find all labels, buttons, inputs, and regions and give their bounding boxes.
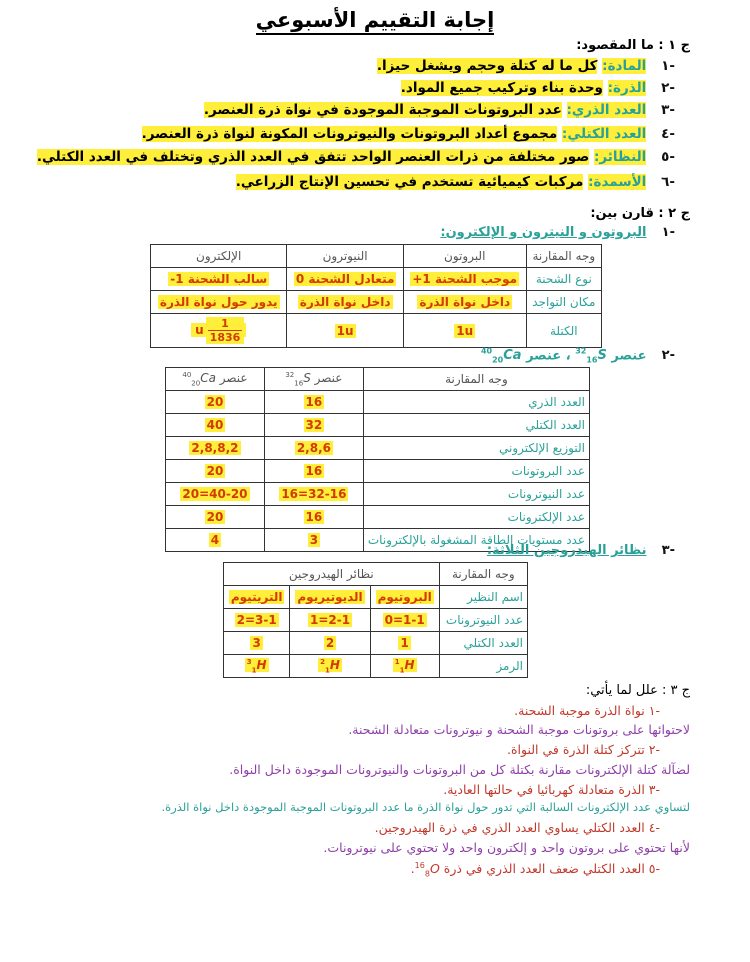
table-cell: عدد البروتونات: [363, 460, 589, 483]
q1-heading: ج ١ : ما المقصود:: [576, 38, 690, 53]
table-cell: 20: [166, 460, 265, 483]
definition-item: -٣ العدد الذري: عدد البروتونات الموجبة الموجودة في نواة ذرة العنصر.: [203, 102, 675, 118]
table-cell: 20: [166, 506, 265, 529]
reason-answer: لضآلة كتلة الإلكترونات مقارنة بكتلة كل من البروتونات والنيوترونات الموجودة داخل النواة.: [229, 762, 690, 777]
table-row: [166, 414, 590, 437]
table-header: عنصر $^{32}_{16}$S: [264, 368, 363, 391]
reason-answer: لاحتوائها على بروتونات موجبة الشحنة و نيوترونات متعادلة الشحنة.: [348, 722, 690, 737]
reason-question: -٢ تتركز كتلة الذرة في النواة.: [507, 742, 660, 757]
table-cell: نوع الشحنة: [526, 268, 601, 291]
table-cell: 1u: [403, 314, 526, 348]
table-cell: العدد الذري: [363, 391, 589, 414]
table-cell: 1: [370, 632, 439, 655]
definition-item: -٥ النظائر: صور مختلفة من ذرات العنصر الواحد تتفق في العدد الذري وتختلف في العدد الكتلي.: [36, 149, 675, 165]
table-header: وجه المقارنة: [363, 368, 589, 391]
table-row: [224, 655, 528, 678]
table-cell: 20: [166, 391, 265, 414]
table-cell: $^2_1$H: [290, 655, 370, 678]
reason-question: -٣ الذرة متعادلة كهربائيا في حالتها العادية.: [443, 782, 660, 797]
definition-item: -٦ الأسمدة: مركبات كيميائية تستخدم في تحسين الإنتاج الزراعي.: [235, 174, 675, 190]
definition-item: -٤ العدد الكتلي: مجموع أعداد البروتونات والنيوترونات المكونة لنواة ذرة العنصر.: [141, 126, 675, 142]
table-header: وجه المقارنة: [439, 563, 527, 586]
reason-question: -٤ العدد الكتلي يساوي العدد الذري في ذرة الهيدروجين.: [374, 820, 660, 835]
table-row: [224, 586, 528, 609]
table-cell: 2: [290, 632, 370, 655]
table-particles: [150, 244, 602, 348]
definition-item: -٢ الذرة: وحدة بناء وتركيب جميع المواد.: [400, 80, 675, 96]
table-cell: $\frac{1}{1836}$ u: [151, 314, 287, 348]
table-cell: متعادل الشحنة 0: [287, 268, 403, 291]
table-cell: عدد الإلكترونات: [363, 506, 589, 529]
table-header: الإلكترون: [151, 245, 287, 268]
table-cell: مكان التواجد: [526, 291, 601, 314]
q2-heading: ج ٢ : قارن بين:: [590, 206, 690, 221]
q3-heading: ج ٣ : علل لما يأتي:: [585, 683, 690, 698]
table-header: النيوترون: [287, 245, 403, 268]
table-cell: $^3_1$H: [224, 655, 290, 678]
reason-answer: لأنها تحتوي على بروتون واحد و إلكترون واحد ولا تحتوي على نيوترونات.: [323, 840, 690, 855]
q2-sub3: -٣ نظائر الهيدروجين الثلاثة:: [486, 543, 675, 558]
table-row: [166, 391, 590, 414]
table-cell: 4: [166, 529, 265, 552]
table-cell: 16: [264, 391, 363, 414]
table-cell: الكتلة: [526, 314, 601, 348]
table-cell: داخل نواة الذرة: [287, 291, 403, 314]
page-title: إجابة التقييم الأسبوعي: [0, 8, 750, 32]
table-cell: 2-1=1: [290, 609, 370, 632]
table-cell: التريتيوم: [224, 586, 290, 609]
table-cell: اسم النظير: [439, 586, 527, 609]
table-row: [166, 483, 590, 506]
table-row: [224, 632, 528, 655]
table-cell: 16: [264, 506, 363, 529]
table-cell: العدد الكتلي: [439, 632, 527, 655]
table-cell: التوزيع الإلكتروني: [363, 437, 589, 460]
table-cell: العدد الكتلي: [363, 414, 589, 437]
table-elements: [165, 367, 590, 552]
table-cell: 3: [224, 632, 290, 655]
table-hydrogen-isotopes: [223, 562, 528, 678]
table-row: [166, 437, 590, 460]
table-cell: داخل نواة الذرة: [403, 291, 526, 314]
table-cell: 1u: [287, 314, 403, 348]
table-cell: 32-16=16: [264, 483, 363, 506]
table-row: [224, 609, 528, 632]
table-header: عنصر $^{40}_{20}$Ca: [166, 368, 265, 391]
reason-answer: لتساوي عدد الإلكترونات السالبة التي تدور حول نواة الذرة ما عدد البروتونات الموجبة الموجودة داخل نواة الذرة.: [161, 800, 690, 814]
table-cell: 2,8,8,2: [166, 437, 265, 460]
table-cell: عدد النيوترونات: [439, 609, 527, 632]
table-cell: عدد مستويات الطاقة المشغولة بالإلكترونات: [363, 529, 589, 552]
table-row: [166, 506, 590, 529]
reason-question: -٥ العدد الكتلي ضعف العدد الذري في ذرة $^{16}_8$O.: [410, 861, 660, 879]
table-cell: 3: [264, 529, 363, 552]
table-row: [166, 460, 590, 483]
table-cell: البروتيوم: [370, 586, 439, 609]
table-cell: 40: [166, 414, 265, 437]
table-cell: 16: [264, 460, 363, 483]
definition-item: -١ المادة: كل ما له كتلة وحجم ويشغل حيزا.: [376, 58, 675, 74]
table-cell: $^1_1$H: [370, 655, 439, 678]
table-cell: موجب الشحنة 1+: [403, 268, 526, 291]
table-cell: سالب الشحنة 1-: [151, 268, 287, 291]
table-cell: 32: [264, 414, 363, 437]
reason-question: -١ نواة الذرة موجبة الشحنة.: [514, 703, 660, 718]
q2-sub1: -١ البروتون و النيترون و الإلكترون:: [440, 225, 675, 240]
q2-sub2: -٢ عنصر $^{32}_{16}$S ، عنصر $^{40}_{20}$Ca: [480, 347, 675, 365]
table-cell: الديوتيريوم: [290, 586, 370, 609]
table-header: وجه المقارنة: [526, 245, 601, 268]
table-cell: 3-1=2: [224, 609, 290, 632]
table-cell: عدد النيوترونات: [363, 483, 589, 506]
table-cell: 1-1=0: [370, 609, 439, 632]
table-cell: الرمز: [439, 655, 527, 678]
table-header: نظائر الهيدروجين: [224, 563, 440, 586]
table-cell: يدور حول نواة الذرة: [151, 291, 287, 314]
table-cell: 2,8,6: [264, 437, 363, 460]
table-cell: 40-20=20: [166, 483, 265, 506]
table-header: البروتون: [403, 245, 526, 268]
